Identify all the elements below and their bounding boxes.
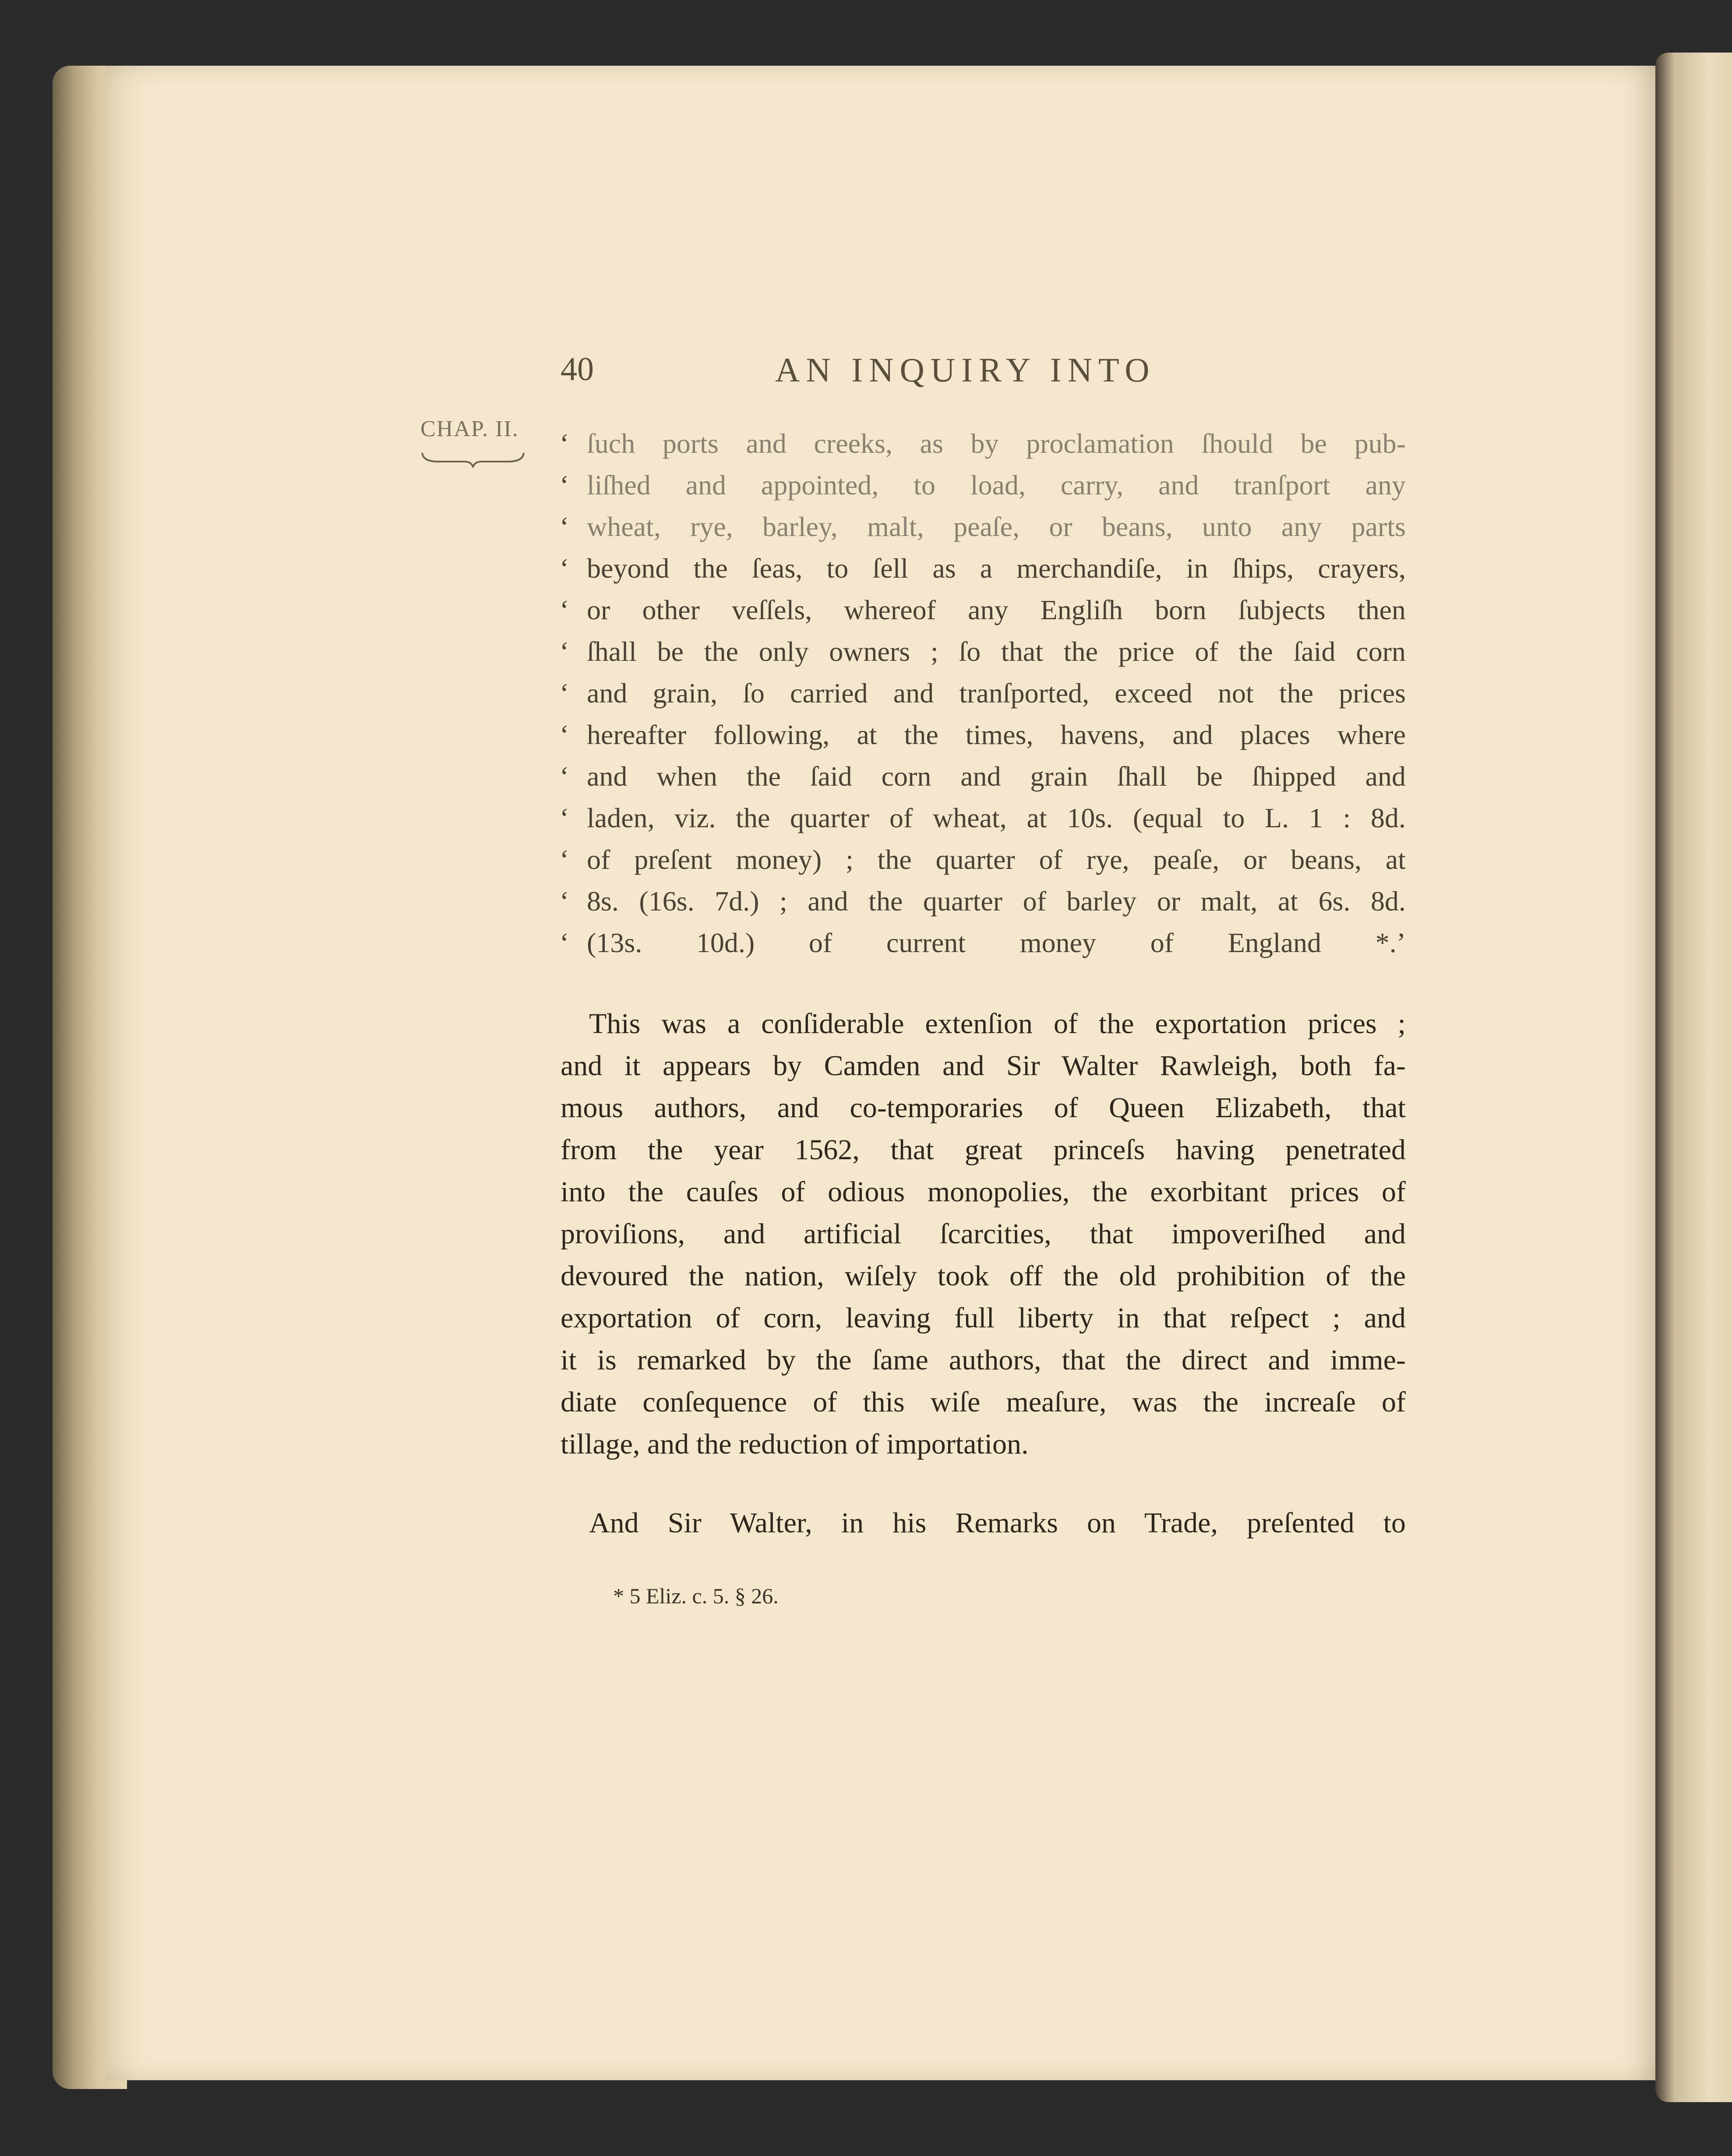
quote-text: ſhall be the only owners ; ſo that the price of the ſaid corn	[587, 636, 1406, 667]
margin-brace-ornament	[420, 450, 526, 468]
quote-text: liſhed and appointed, to load, carry, and tranſport any	[587, 469, 1406, 501]
quote-text: laden, viz. the quarter of wheat, at 10s. (equal to L. 1 : 8d.	[587, 802, 1406, 833]
facing-page-edge	[1655, 53, 1732, 2102]
paragraph-line: into the cauſes of odious monopolies, the exorbitant prices of	[561, 1176, 1406, 1208]
paragraph-line: And Sir Walter, in his Remarks on Trade, preſented to	[589, 1507, 1406, 1539]
paragraph-line: diate conſequence of this wiſe meaſure, was the increaſe of	[561, 1386, 1406, 1418]
quote-mark: ‘	[560, 844, 569, 875]
footnote: * 5 Eliz. c. 5. § 26.	[613, 1584, 779, 1608]
quote-mark: ‘	[560, 469, 569, 501]
quote-text: beyond the ſeas, to ſell as a merchandiſe, in ſhips, crayers,	[587, 553, 1406, 584]
paragraph-line: exportation of corn, leaving full liberty in that reſpect ; and	[561, 1302, 1406, 1334]
paragraph-line: and it appears by Camden and Sir Walter Rawleigh, both fa-	[561, 1050, 1406, 1082]
quote-text: ſuch ports and creeks, as by proclamation ſhould be pub-	[587, 428, 1406, 459]
paragraph-line: tillage, and the reduction of importation.	[561, 1428, 1029, 1460]
paragraph-line: mous authors, and co-temporaries of Queen Elizabeth, that	[561, 1092, 1406, 1124]
quote-mark: ‘	[560, 719, 569, 750]
quote-mark: ‘	[560, 553, 569, 584]
running-head: AN INQUIRY INTO	[775, 351, 1156, 389]
quote-text: 8s. (16s. 7d.) ; and the quarter of barley or malt, at 6s. 8d.	[587, 886, 1406, 917]
paragraph-line: it is remarked by the ſame authors, that the direct and imme-	[561, 1344, 1406, 1376]
quote-text: or other veſſels, whereof any Engliſh born ſubjects then	[587, 594, 1406, 625]
quote-mark: ‘	[560, 594, 569, 625]
chapter-margin-note: CHAP. II.	[420, 416, 519, 441]
quote-mark: ‘	[560, 677, 569, 709]
quote-mark: ‘	[560, 511, 569, 542]
quote-text: hereafter following, at the times, havens, and places where	[587, 719, 1406, 750]
page-number: 40	[561, 351, 594, 388]
paragraph-line: from the year 1562, that great princeſs having penetrated	[561, 1134, 1406, 1166]
quote-text: and when the ſaid corn and grain ſhall be ſhipped and	[587, 761, 1406, 792]
quote-mark: ‘	[560, 636, 569, 667]
quote-mark: ‘	[560, 761, 569, 792]
paragraph-line: devoured the nation, wiſely took off the old prohibition of the	[561, 1260, 1406, 1292]
quote-mark: ‘	[560, 886, 569, 917]
quote-text: and grain, ſo carried and tranſported, exceed not the prices	[587, 677, 1406, 709]
quote-mark: ‘	[560, 927, 569, 958]
quote-mark: ‘	[560, 802, 569, 833]
quote-text: wheat, rye, barley, malt, peaſe, or beans, unto any parts	[587, 511, 1406, 542]
quote-text: of preſent money) ; the quarter of rye, peaſe, or beans, at	[587, 844, 1406, 875]
paragraph-line: This was a conſiderable extenſion of the exportation prices ;	[589, 1008, 1406, 1040]
quote-mark: ‘	[560, 428, 569, 459]
paragraph-line: proviſions, and artificial ſcarcities, that impoveriſhed and	[561, 1218, 1406, 1250]
quote-text: (13s. 10d.) of current money of England *.’	[587, 927, 1406, 958]
